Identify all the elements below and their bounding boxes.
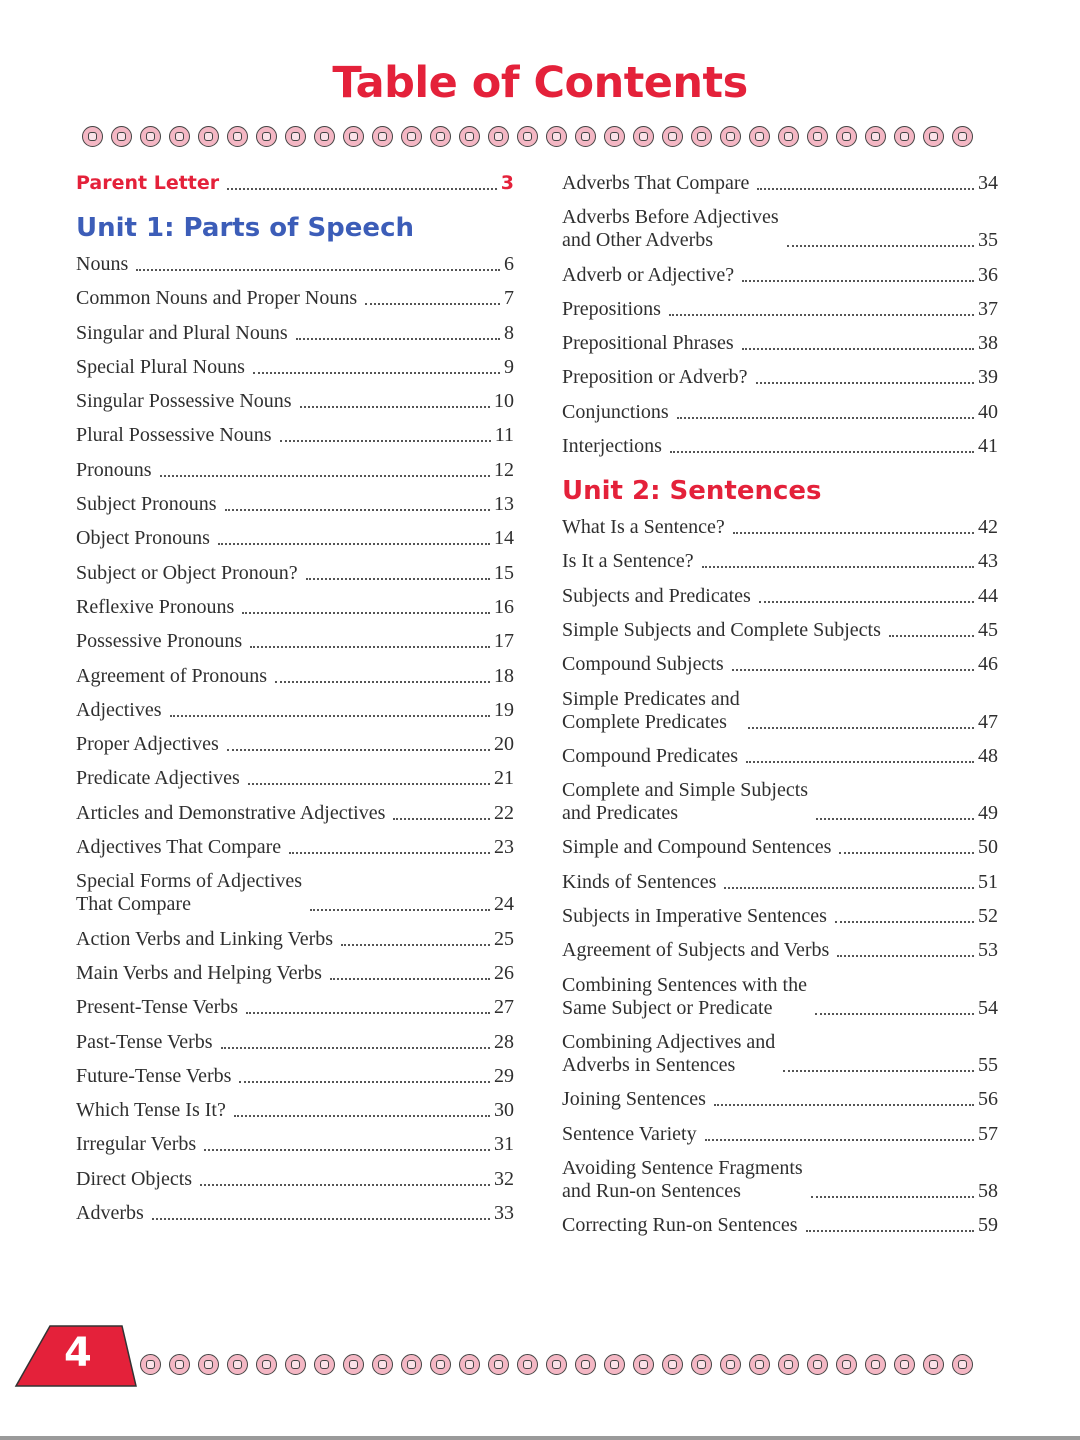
toc-entry-label: Subjects in Imperative Sentences xyxy=(562,905,827,928)
dot-leader xyxy=(365,303,500,305)
toc-entry-page: 56 xyxy=(978,1088,998,1111)
toc-entry-page: 6 xyxy=(504,253,514,275)
toc-entry[interactable] xyxy=(562,905,998,928)
toc-entry-page: 38 xyxy=(978,332,998,355)
toc-entry-page: 15 xyxy=(494,561,514,584)
toc-entry-page: 59 xyxy=(978,1214,998,1237)
toc-entry-page: 21 xyxy=(494,767,514,790)
decorative-bullet-row-bottom xyxy=(140,1352,1000,1376)
decorative-bullet-icon xyxy=(749,126,770,147)
dot-leader xyxy=(310,909,490,911)
toc-entry-label: Object Pronouns xyxy=(76,527,210,550)
decorative-bullet-icon xyxy=(82,126,103,147)
decorative-bullet-icon xyxy=(952,1354,973,1375)
toc-entry[interactable] xyxy=(76,802,514,825)
toc-entry-page: 18 xyxy=(494,664,514,687)
toc-entry-page: 26 xyxy=(494,961,514,984)
dot-leader xyxy=(136,269,500,271)
toc-right-column xyxy=(562,172,998,1248)
toc-entry-label: Irregular Verbs xyxy=(76,1133,197,1156)
toc-entry-label: Adjectives That Compare xyxy=(76,836,282,859)
decorative-bullet-icon xyxy=(314,1354,335,1375)
toc-entry-label: Adjectives xyxy=(76,698,162,721)
decorative-bullet-icon xyxy=(314,126,335,147)
decorative-bullet-icon xyxy=(169,1354,190,1375)
toc-entry-label: Simple and Compound Sentences xyxy=(562,836,832,859)
toc-entry-page: 14 xyxy=(494,527,514,550)
decorative-bullet-icon xyxy=(372,1354,393,1375)
toc-entry-label: Adverbs xyxy=(76,1202,144,1225)
toc-entry-label: Joining Sentences xyxy=(562,1088,706,1111)
decorative-bullet-icon xyxy=(546,126,567,147)
decorative-bullet-icon xyxy=(720,1354,741,1375)
toc-entry-page: 10 xyxy=(494,390,514,413)
dot-leader xyxy=(248,783,490,785)
toc-entry-page: 29 xyxy=(494,1064,514,1087)
toc-entry-page: 8 xyxy=(504,321,514,344)
dot-leader xyxy=(221,1047,490,1049)
toc-entry-page: 42 xyxy=(978,516,998,539)
decorative-bullet-icon xyxy=(430,126,451,147)
toc-entry-page: 47 xyxy=(978,710,998,733)
decorative-bullet-icon xyxy=(749,1354,770,1375)
decorative-bullet-icon xyxy=(488,126,509,147)
decorative-bullet-icon xyxy=(459,126,480,147)
decorative-bullet-icon xyxy=(198,126,219,147)
toc-entry-page: 50 xyxy=(978,836,998,859)
toc-entry-parent-letter[interactable] xyxy=(76,172,514,195)
dot-leader xyxy=(330,978,490,980)
toc-entry[interactable] xyxy=(76,527,514,550)
decorative-bullet-icon xyxy=(923,1354,944,1375)
toc-entry[interactable] xyxy=(562,1157,998,1203)
decorative-bullet-icon xyxy=(836,1354,857,1375)
toc-entry-page: 9 xyxy=(504,355,514,378)
decorative-bullet-icon xyxy=(372,126,393,147)
decorative-bullet-icon xyxy=(401,126,422,147)
toc-entry-page: 54 xyxy=(978,996,998,1019)
toc-entry[interactable] xyxy=(562,435,998,458)
toc-entry-label: Preposition or Adverb? xyxy=(562,366,748,389)
toc-entry-page: 51 xyxy=(978,870,998,893)
decorative-bullet-icon xyxy=(517,1354,538,1375)
dot-leader xyxy=(742,280,974,282)
toc-entry-page: 13 xyxy=(494,493,514,516)
dot-leader xyxy=(200,1184,490,1186)
toc-entry[interactable] xyxy=(562,836,998,859)
decorative-bullet-icon xyxy=(343,126,364,147)
decorative-bullet-icon xyxy=(691,1354,712,1375)
toc-entry-page: 23 xyxy=(494,836,514,859)
toc-entry-label: Adverbs That Compare xyxy=(562,172,750,194)
toc-entry[interactable] xyxy=(76,699,514,722)
toc-entry-page: 35 xyxy=(978,229,998,252)
toc-entry-label: Kinds of Sentences xyxy=(562,870,717,893)
toc-entry-page: 17 xyxy=(494,630,514,653)
toc-entry-label: Interjections xyxy=(562,435,662,458)
decorative-bullet-icon xyxy=(778,126,799,147)
decorative-bullet-icon xyxy=(575,1354,596,1375)
toc-entry[interactable] xyxy=(76,253,514,276)
toc-entry-label: Compound Predicates xyxy=(562,744,739,767)
toc-entry-label: Pronouns xyxy=(76,458,152,481)
dot-leader xyxy=(204,1149,490,1151)
toc-entry[interactable] xyxy=(76,836,514,859)
toc-entry-page: 43 xyxy=(978,550,998,573)
dot-leader xyxy=(756,382,974,384)
decorative-bullet-icon xyxy=(894,126,915,147)
toc-entry[interactable] xyxy=(562,298,998,321)
toc-entry-label: Combining Adjectives and Adverbs in Sentences xyxy=(562,1030,776,1076)
toc-entry-label: Action Verbs and Linking Verbs xyxy=(76,927,334,950)
toc-entry[interactable] xyxy=(76,962,514,985)
toc-entry-page: 16 xyxy=(494,595,514,618)
dot-leader xyxy=(239,1081,490,1083)
decorative-bullet-icon xyxy=(923,126,944,147)
toc-entry-label: Predicate Adjectives xyxy=(76,767,240,790)
toc-entry[interactable] xyxy=(76,287,514,310)
toc-entry[interactable] xyxy=(76,562,514,585)
toc-entry[interactable] xyxy=(562,871,998,894)
dot-leader xyxy=(253,372,500,374)
toc-entry[interactable] xyxy=(562,653,998,676)
toc-entry-label: Complete and Simple Subjects and Predicates xyxy=(562,779,809,825)
toc-entry-label: Simple Predicates and Complete Predicates xyxy=(562,687,740,733)
decorative-bullet-icon xyxy=(662,1354,683,1375)
unit-1-entries xyxy=(76,253,514,1225)
dot-leader xyxy=(732,669,974,671)
dot-leader xyxy=(341,944,490,946)
toc-entry-page: 32 xyxy=(494,1167,514,1190)
toc-entry-label: Avoiding Sentence Fragments and Run-on Sentences xyxy=(562,1156,803,1202)
decorative-bullet-icon xyxy=(227,126,248,147)
toc-entry[interactable] xyxy=(76,665,514,688)
toc-entry[interactable] xyxy=(562,366,998,389)
toc-entry-label: Special Forms of Adjectives That Compare xyxy=(76,870,303,916)
toc-entry-label: Possessive Pronouns xyxy=(76,630,243,653)
decorative-bullet-icon xyxy=(778,1354,799,1375)
toc-entry-page: 52 xyxy=(978,905,998,928)
dot-leader xyxy=(746,761,974,763)
decorative-bullet-icon xyxy=(807,126,828,147)
decorative-bullet-icon xyxy=(256,126,277,147)
toc-entry-label: Future-Tense Verbs xyxy=(76,1064,232,1087)
dot-leader xyxy=(289,852,490,854)
toc-entry-label: Singular and Plural Nouns xyxy=(76,321,288,344)
toc-entry[interactable] xyxy=(562,516,998,539)
decorative-bullet-icon xyxy=(256,1354,277,1375)
toc-entry-page: 19 xyxy=(494,698,514,721)
decorative-bullet-icon xyxy=(865,1354,886,1375)
toc-entry-page: 36 xyxy=(978,263,998,286)
dot-leader xyxy=(811,1196,974,1198)
decorative-bullet-icon xyxy=(865,126,886,147)
toc-entry-label: Nouns xyxy=(76,253,129,275)
dot-leader xyxy=(300,406,490,408)
toc-entry[interactable] xyxy=(562,974,998,1020)
toc-entry-page: 45 xyxy=(978,618,998,641)
decorative-bullet-icon xyxy=(720,126,741,147)
toc-entry-page: 7 xyxy=(504,287,514,310)
toc-entry[interactable] xyxy=(76,322,514,345)
toc-entry-page: 27 xyxy=(494,996,514,1019)
page-title: Table of Contents xyxy=(332,58,748,108)
toc-entry-label: Singular Possessive Nouns xyxy=(76,390,292,413)
dot-leader xyxy=(806,1230,975,1232)
dot-leader xyxy=(669,314,974,316)
toc-left-column xyxy=(76,172,514,1236)
toc-entry-page: 25 xyxy=(494,927,514,950)
toc-entry-page: 28 xyxy=(494,1030,514,1053)
decorative-bullet-icon xyxy=(169,126,190,147)
decorative-bullet-icon xyxy=(691,126,712,147)
toc-entry[interactable] xyxy=(76,1202,514,1225)
toc-entry-label: Prepositions xyxy=(562,297,661,320)
toc-entry-page: 3 xyxy=(500,172,514,194)
toc-entry-page: 49 xyxy=(978,802,998,825)
dot-leader xyxy=(152,1218,490,1220)
decorative-bullet-icon xyxy=(285,1354,306,1375)
toc-entry-label: Subject Pronouns xyxy=(76,493,217,516)
decorative-bullet-icon xyxy=(575,126,596,147)
toc-entry[interactable] xyxy=(562,206,998,252)
decorative-bullet-icon xyxy=(488,1354,509,1375)
toc-entry-label: Parent Letter xyxy=(76,172,220,194)
toc-entry[interactable] xyxy=(76,767,514,790)
decorative-bullet-icon xyxy=(430,1354,451,1375)
decorative-bullet-icon xyxy=(227,1354,248,1375)
toc-entry[interactable] xyxy=(562,745,998,768)
toc-entry-label: Present-Tense Verbs xyxy=(76,996,239,1019)
decorative-bullet-icon xyxy=(633,1354,654,1375)
toc-entry[interactable] xyxy=(76,870,514,916)
toc-entry[interactable] xyxy=(76,630,514,653)
toc-entry-page: 44 xyxy=(978,584,998,607)
toc-entry[interactable] xyxy=(76,996,514,1019)
toc-entry-page: 31 xyxy=(494,1133,514,1156)
toc-entry-page: 48 xyxy=(978,744,998,767)
decorative-bullet-icon xyxy=(952,126,973,147)
toc-entry[interactable] xyxy=(76,733,514,756)
decorative-bullet-icon xyxy=(140,126,161,147)
decorative-bullet-icon xyxy=(140,1354,161,1375)
dot-leader xyxy=(724,887,974,889)
toc-entry-page: 22 xyxy=(494,801,514,824)
toc-entry[interactable] xyxy=(76,928,514,951)
dot-leader xyxy=(705,1139,974,1141)
dot-leader xyxy=(748,727,974,729)
toc-entry[interactable] xyxy=(76,1031,514,1054)
toc-entry[interactable] xyxy=(562,550,998,573)
toc-entry-label: Proper Adjectives xyxy=(76,733,219,756)
decorative-bullet-icon xyxy=(894,1354,915,1375)
dot-leader xyxy=(275,681,490,683)
toc-entry-page: 33 xyxy=(494,1202,514,1225)
toc-entry[interactable] xyxy=(562,1088,998,1111)
toc-entry-label: Agreement of Pronouns xyxy=(76,664,268,687)
toc-entry-page: 37 xyxy=(978,297,998,320)
unit-1-continued-entries xyxy=(562,172,998,458)
toc-entry-page: 53 xyxy=(978,939,998,962)
toc-entry[interactable] xyxy=(76,356,514,379)
toc-entry[interactable] xyxy=(562,585,998,608)
toc-entry-label: Agreement of Subjects and Verbs xyxy=(562,939,830,962)
toc-entry-label: Special Plural Nouns xyxy=(76,355,245,378)
toc-entry[interactable] xyxy=(562,332,998,355)
dot-leader xyxy=(815,1013,974,1015)
toc-entry[interactable] xyxy=(76,596,514,619)
page-number: 4 xyxy=(64,1330,92,1376)
toc-entry[interactable] xyxy=(562,939,998,962)
toc-entry[interactable] xyxy=(76,1168,514,1191)
toc-entry-label: Conjunctions xyxy=(562,400,669,423)
decorative-bullet-icon xyxy=(285,126,306,147)
toc-entry-label: Adverbs Before Adjectives and Other Adverbs xyxy=(562,206,779,252)
toc-entry-label: Simple Subjects and Complete Subjects xyxy=(562,618,881,641)
toc-entry-page: 58 xyxy=(978,1179,998,1202)
toc-entry-label: Prepositional Phrases xyxy=(562,332,734,355)
toc-entry-page: 40 xyxy=(978,400,998,423)
dot-leader xyxy=(787,245,974,247)
toc-entry[interactable] xyxy=(76,424,514,447)
dot-leader xyxy=(242,612,490,614)
decorative-bullet-row-top xyxy=(82,124,1002,148)
toc-entry-page: 57 xyxy=(978,1122,998,1145)
dot-leader xyxy=(306,578,490,580)
toc-entry[interactable] xyxy=(562,1031,998,1077)
toc-entry[interactable] xyxy=(76,390,514,413)
unit-1-heading: Unit 1: Parts of Speech xyxy=(76,213,414,243)
toc-entry-page: 11 xyxy=(494,424,514,447)
dot-leader xyxy=(225,509,490,511)
decorative-bullet-icon xyxy=(401,1354,422,1375)
toc-entry[interactable] xyxy=(76,459,514,482)
dot-leader xyxy=(280,440,491,442)
dot-leader xyxy=(250,646,490,648)
decorative-bullet-icon xyxy=(111,126,132,147)
decorative-bullet-icon xyxy=(517,126,538,147)
dot-leader xyxy=(296,338,500,340)
decorative-bullet-icon xyxy=(604,1354,625,1375)
toc-entry-label: Is It a Sentence? xyxy=(562,550,694,573)
dot-leader xyxy=(816,818,974,820)
toc-entry-label: Subjects and Predicates xyxy=(562,584,751,607)
toc-entry[interactable] xyxy=(562,172,998,195)
decorative-bullet-icon xyxy=(459,1354,480,1375)
dot-leader xyxy=(759,601,974,603)
unit-2-entries xyxy=(562,516,998,1237)
toc-entry-page: 39 xyxy=(978,366,998,389)
dot-leader xyxy=(170,715,490,717)
decorative-bullet-icon xyxy=(633,126,654,147)
toc-entry-label: Plural Possessive Nouns xyxy=(76,424,272,447)
toc-entry-label: What Is a Sentence? xyxy=(562,516,725,539)
dot-leader xyxy=(714,1104,974,1106)
toc-entry-page: 20 xyxy=(494,733,514,756)
dot-leader xyxy=(218,543,490,545)
toc-entry-label: Compound Subjects xyxy=(562,653,724,676)
dot-leader xyxy=(733,532,974,534)
dot-leader xyxy=(393,818,490,820)
toc-entry[interactable] xyxy=(76,493,514,516)
toc-entry[interactable] xyxy=(76,1133,514,1156)
toc-entry-label: Direct Objects xyxy=(76,1167,193,1190)
page-number-badge xyxy=(14,1324,138,1388)
toc-entry[interactable] xyxy=(562,619,998,642)
dot-leader xyxy=(742,348,974,350)
decorative-bullet-icon xyxy=(604,126,625,147)
decorative-bullet-icon xyxy=(807,1354,828,1375)
dot-leader xyxy=(783,1070,974,1072)
dot-leader xyxy=(757,188,974,190)
dot-leader xyxy=(234,1115,490,1117)
toc-entry-label: Sentence Variety xyxy=(562,1122,697,1145)
toc-entry-label: Reflexive Pronouns xyxy=(76,595,235,618)
toc-entry-page: 41 xyxy=(978,435,998,458)
toc-entry[interactable] xyxy=(562,688,998,734)
toc-entry-page: 34 xyxy=(978,172,998,194)
dot-leader xyxy=(677,417,974,419)
dot-leader xyxy=(839,852,974,854)
toc-entry[interactable] xyxy=(76,1099,514,1122)
toc-entry-page: 55 xyxy=(978,1053,998,1076)
dot-leader xyxy=(835,921,974,923)
toc-entry-label: Subject or Object Pronoun? xyxy=(76,561,298,584)
dot-leader xyxy=(160,475,490,477)
toc-entry-page: 12 xyxy=(494,458,514,481)
toc-entry-label: Which Tense Is It? xyxy=(76,1099,226,1122)
toc-entry-label: Main Verbs and Helping Verbs xyxy=(76,961,322,984)
decorative-bullet-icon xyxy=(836,126,857,147)
toc-entry-page: 30 xyxy=(494,1099,514,1122)
toc-entry[interactable] xyxy=(76,1065,514,1088)
dot-leader xyxy=(670,451,974,453)
toc-entry-label: Common Nouns and Proper Nouns xyxy=(76,287,358,310)
toc-entry-label: Past-Tense Verbs xyxy=(76,1030,213,1053)
dot-leader xyxy=(227,749,490,751)
toc-entry[interactable] xyxy=(562,1123,998,1146)
dot-leader xyxy=(837,955,974,957)
toc-entry-page: 46 xyxy=(978,653,998,676)
dot-leader xyxy=(889,635,974,637)
unit-2-heading: Unit 2: Sentences xyxy=(562,476,822,507)
toc-entry-page: 24 xyxy=(494,893,514,916)
dot-leader xyxy=(227,188,497,190)
toc-entry[interactable] xyxy=(562,779,998,825)
dot-leader xyxy=(702,566,974,568)
footer-rule xyxy=(0,1436,1080,1440)
decorative-bullet-icon xyxy=(198,1354,219,1375)
toc-entry-label: Articles and Demonstrative Adjectives xyxy=(76,801,386,824)
toc-entry-label: Adverb or Adjective? xyxy=(562,263,735,286)
decorative-bullet-icon xyxy=(546,1354,567,1375)
toc-entry[interactable] xyxy=(562,401,998,424)
dot-leader xyxy=(246,1012,490,1014)
toc-entry[interactable] xyxy=(562,264,998,287)
toc-entry-label: Combining Sentences with the Same Subject or Predicate xyxy=(562,973,807,1019)
decorative-bullet-icon xyxy=(662,126,683,147)
toc-entry-label: Correcting Run-on Sentences xyxy=(562,1214,798,1237)
toc-entry[interactable] xyxy=(562,1214,998,1237)
decorative-bullet-icon xyxy=(343,1354,364,1375)
